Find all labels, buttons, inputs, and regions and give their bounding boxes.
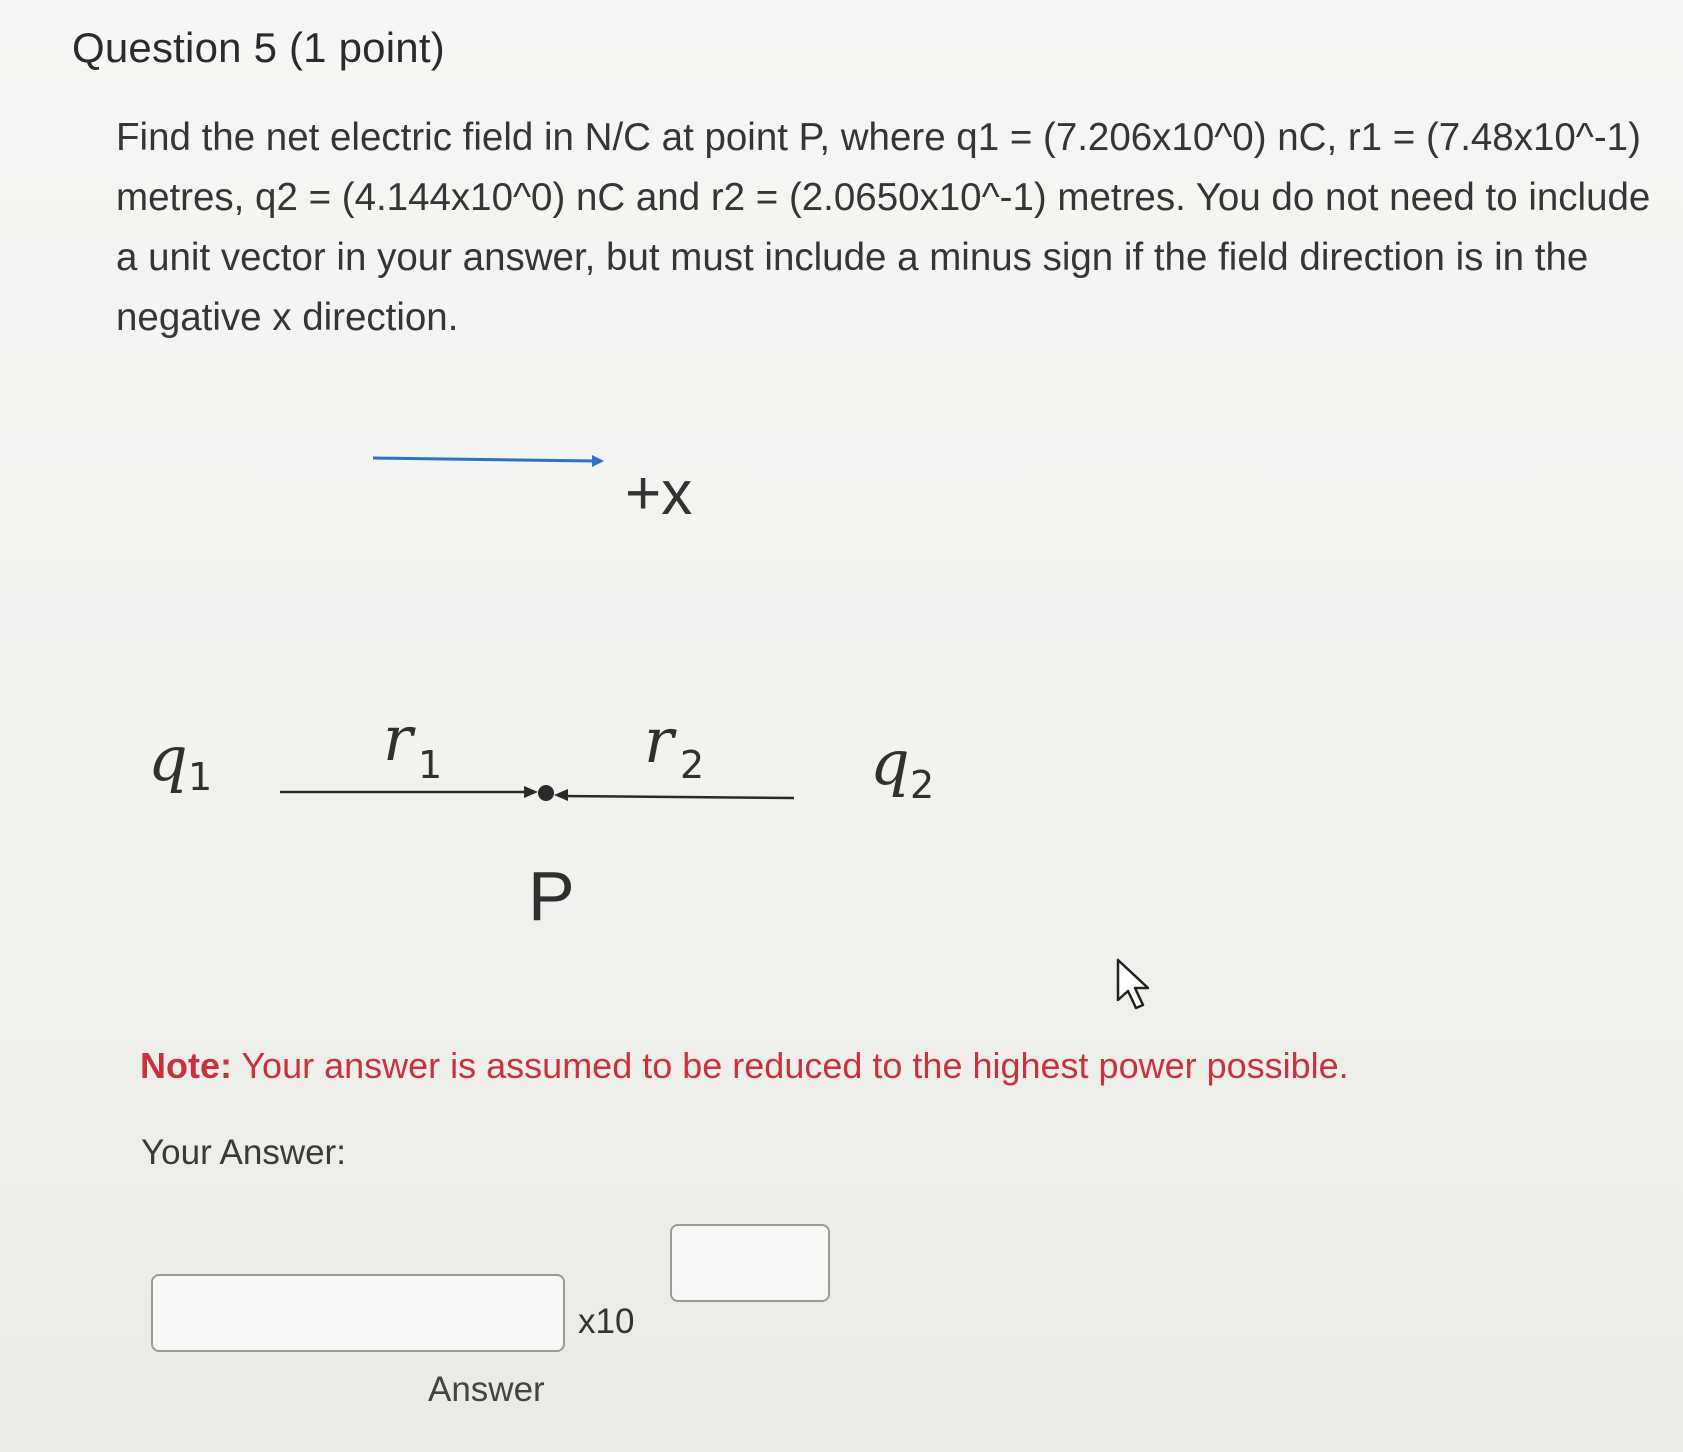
charge-q1-label [148, 722, 212, 799]
mantissa-input[interactable] [151, 1274, 565, 1352]
mouse-pointer-icon [1118, 960, 1148, 1008]
r1-line [280, 786, 538, 798]
positive-x-arrow-icon [373, 455, 604, 467]
r1-symbol: r [383, 702, 413, 775]
q1-subscript: 1 [188, 755, 213, 799]
note-body: Your answer is assumed to be reduced to the highest power possible. [232, 1045, 1349, 1086]
distance-r2-label [644, 704, 704, 787]
r2-symbol: r [644, 704, 674, 777]
distance-r1-label [383, 702, 442, 787]
your-answer-label: Your Answer: [141, 1133, 346, 1172]
times-ten-label: x10 [578, 1302, 635, 1341]
point-p-dot [538, 785, 554, 801]
note-text [140, 1045, 1349, 1087]
question-title: Question 5 (1 point) [72, 24, 445, 71]
r2-line [554, 789, 794, 801]
r1-subscript: 1 [418, 743, 443, 787]
axis-label: +x [625, 459, 693, 528]
charge-q2-label [870, 726, 934, 807]
question-text: Find the net electric field in N/C at point P, where q1 = (7.206x10^0) nC, r1 = (7.48x10^-1) metres, q2 = (4.144x10^0) nC and r2 = (2.0650x10^-1) metres. You do not need to include a unit vector in your answer, but must include a minus sign if the field direction is in the negative x direction. [116, 116, 1651, 339]
q2-symbol: q [870, 726, 910, 799]
exponent-input[interactable] [670, 1224, 830, 1302]
point-p-label: P [528, 857, 575, 935]
note-label: Note: [140, 1045, 232, 1086]
q1-symbol: q [148, 722, 188, 795]
answer-caption: Answer [428, 1370, 545, 1409]
r2-subscript: 2 [680, 743, 705, 787]
q2-subscript: 2 [910, 763, 935, 807]
